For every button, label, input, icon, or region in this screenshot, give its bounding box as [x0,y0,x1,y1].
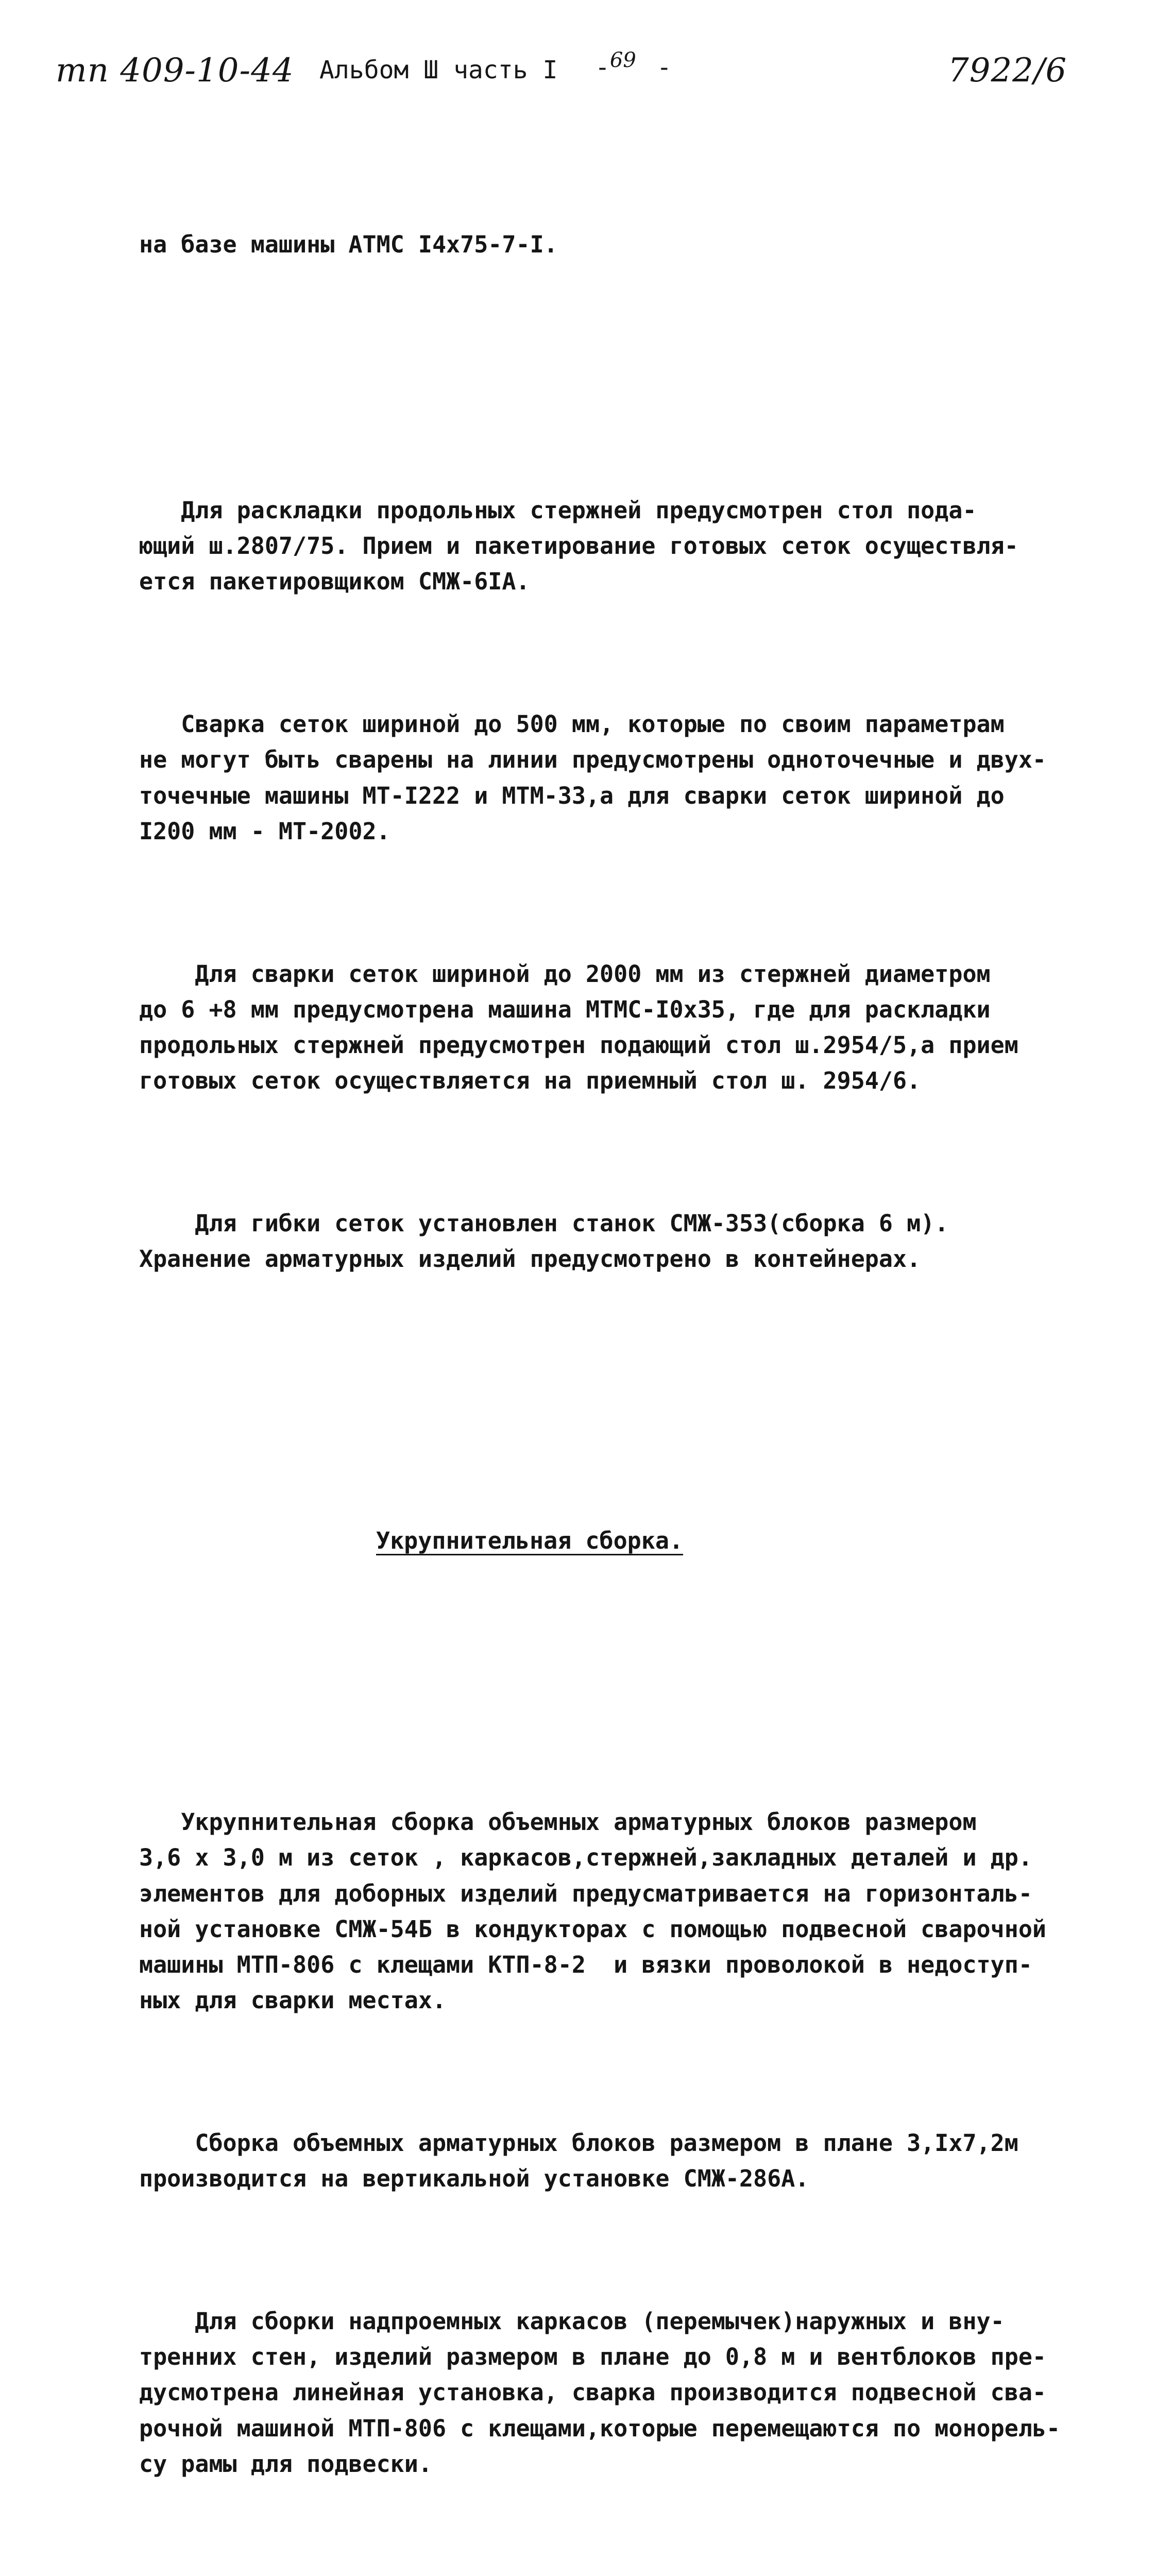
text-line: точечные машины МТ-I222 и МТМ-33,а для сварки сеток шириной до [139,782,1005,809]
page-number: 69 [609,48,636,72]
paragraph [139,956,1118,1099]
paragraph [139,493,1118,600]
text-line: Сварка сеток шириной до 500 мм, которые по своим параметрам [139,710,1005,738]
text-line: су рамы для подвески. [139,2450,432,2478]
paragraph [139,1804,1118,2018]
paragraph [139,227,1118,262]
text-line: машины МТП-806 с клещами КТП-8-2 и вязки проволокой в недоступ- [139,1951,1032,1978]
text-line: Хранение арматурных изделий предусмотрено в контейнерах. [139,1245,921,1273]
text-line: Для гибки сеток установлен станок СМЖ-353(сборка 6 м). [139,1210,949,1238]
paragraph [139,1206,1118,1277]
text-line: ных для сварки местах. [139,1987,447,2014]
text-line: ется пакетировщиком СМЖ-6IА. [139,568,530,596]
sheet-number: 7922/6 [948,52,1067,90]
text-line: Для сборки надпроемных каркасов (перемычек)наружных и вну- [139,2307,1005,2335]
page-number-block [595,48,672,82]
text-line: элементов для доборных изделий предусматривается на горизонталь- [139,1879,1032,1907]
text-line: до 6 +8 мм предусмотрена машина МТМС-I0x35, где для раскладки [139,995,991,1023]
paragraph [139,706,1118,849]
text-line: производится на вертикальной установке СМЖ-286А. [139,2165,809,2193]
text-line: рочной машиной МТП-806 с клещами,которые перемещаются по монорель- [139,2414,1061,2442]
document-body [139,120,1118,2576]
text-line: продольных стержней предусмотрен подающий стол ш.2954/5,а прием [139,1031,1018,1059]
paragraph [139,2125,1118,2196]
page-header [0,47,1156,94]
text-line: Для раскладки продольных стержней предусмотрен стол пода- [139,497,977,524]
text-line: I200 мм - МТ-2002. [139,817,390,845]
text-line: дусмотрена линейная установка, сварка производится подвесной сва- [139,2379,1046,2406]
text-line: 3,6 x 3,0 м из сеток , каркасов,стержней,закладных деталей и др. [139,1844,1032,1872]
text-line: Для сварки сеток шириной до 2000 мм из стержней диаметром [139,960,991,988]
album-label: Альбом Ш часть I [319,56,558,84]
text-line: Укрупнительная сборка объемных арматурных блоков размером [139,1808,977,1836]
text-line: ной установке СМЖ-54Б в кондукторах с помощью подвесной сварочной [139,1915,1046,1943]
doc-code: тп 409-10-44 [56,52,294,90]
text-line: ющий ш.2807/75. Прием и пакетирование готовых сеток осуществля- [139,532,1018,560]
text-line: тренних стен, изделий размером в плане до 0,8 м и вентблоков пре- [139,2343,1046,2371]
text-line: не могут быть сварены на линии предусмотрены одноточечные и двух- [139,746,1046,774]
text-line: готовых сеток осуществляется на приемный стол ш. 2954/6. [139,1067,921,1095]
text-line: на базе машины АТМС I4x75-7-I. [139,230,558,258]
section-heading: Укрупнительная сборка. [376,1527,684,1554]
page-dash-right: - [656,53,672,82]
text-line: Сборка объемных арматурных блоков размером в плане 3,Iх7,2м [139,2129,1018,2157]
paragraph [139,2303,1118,2482]
page-dash-left: - [595,53,610,82]
